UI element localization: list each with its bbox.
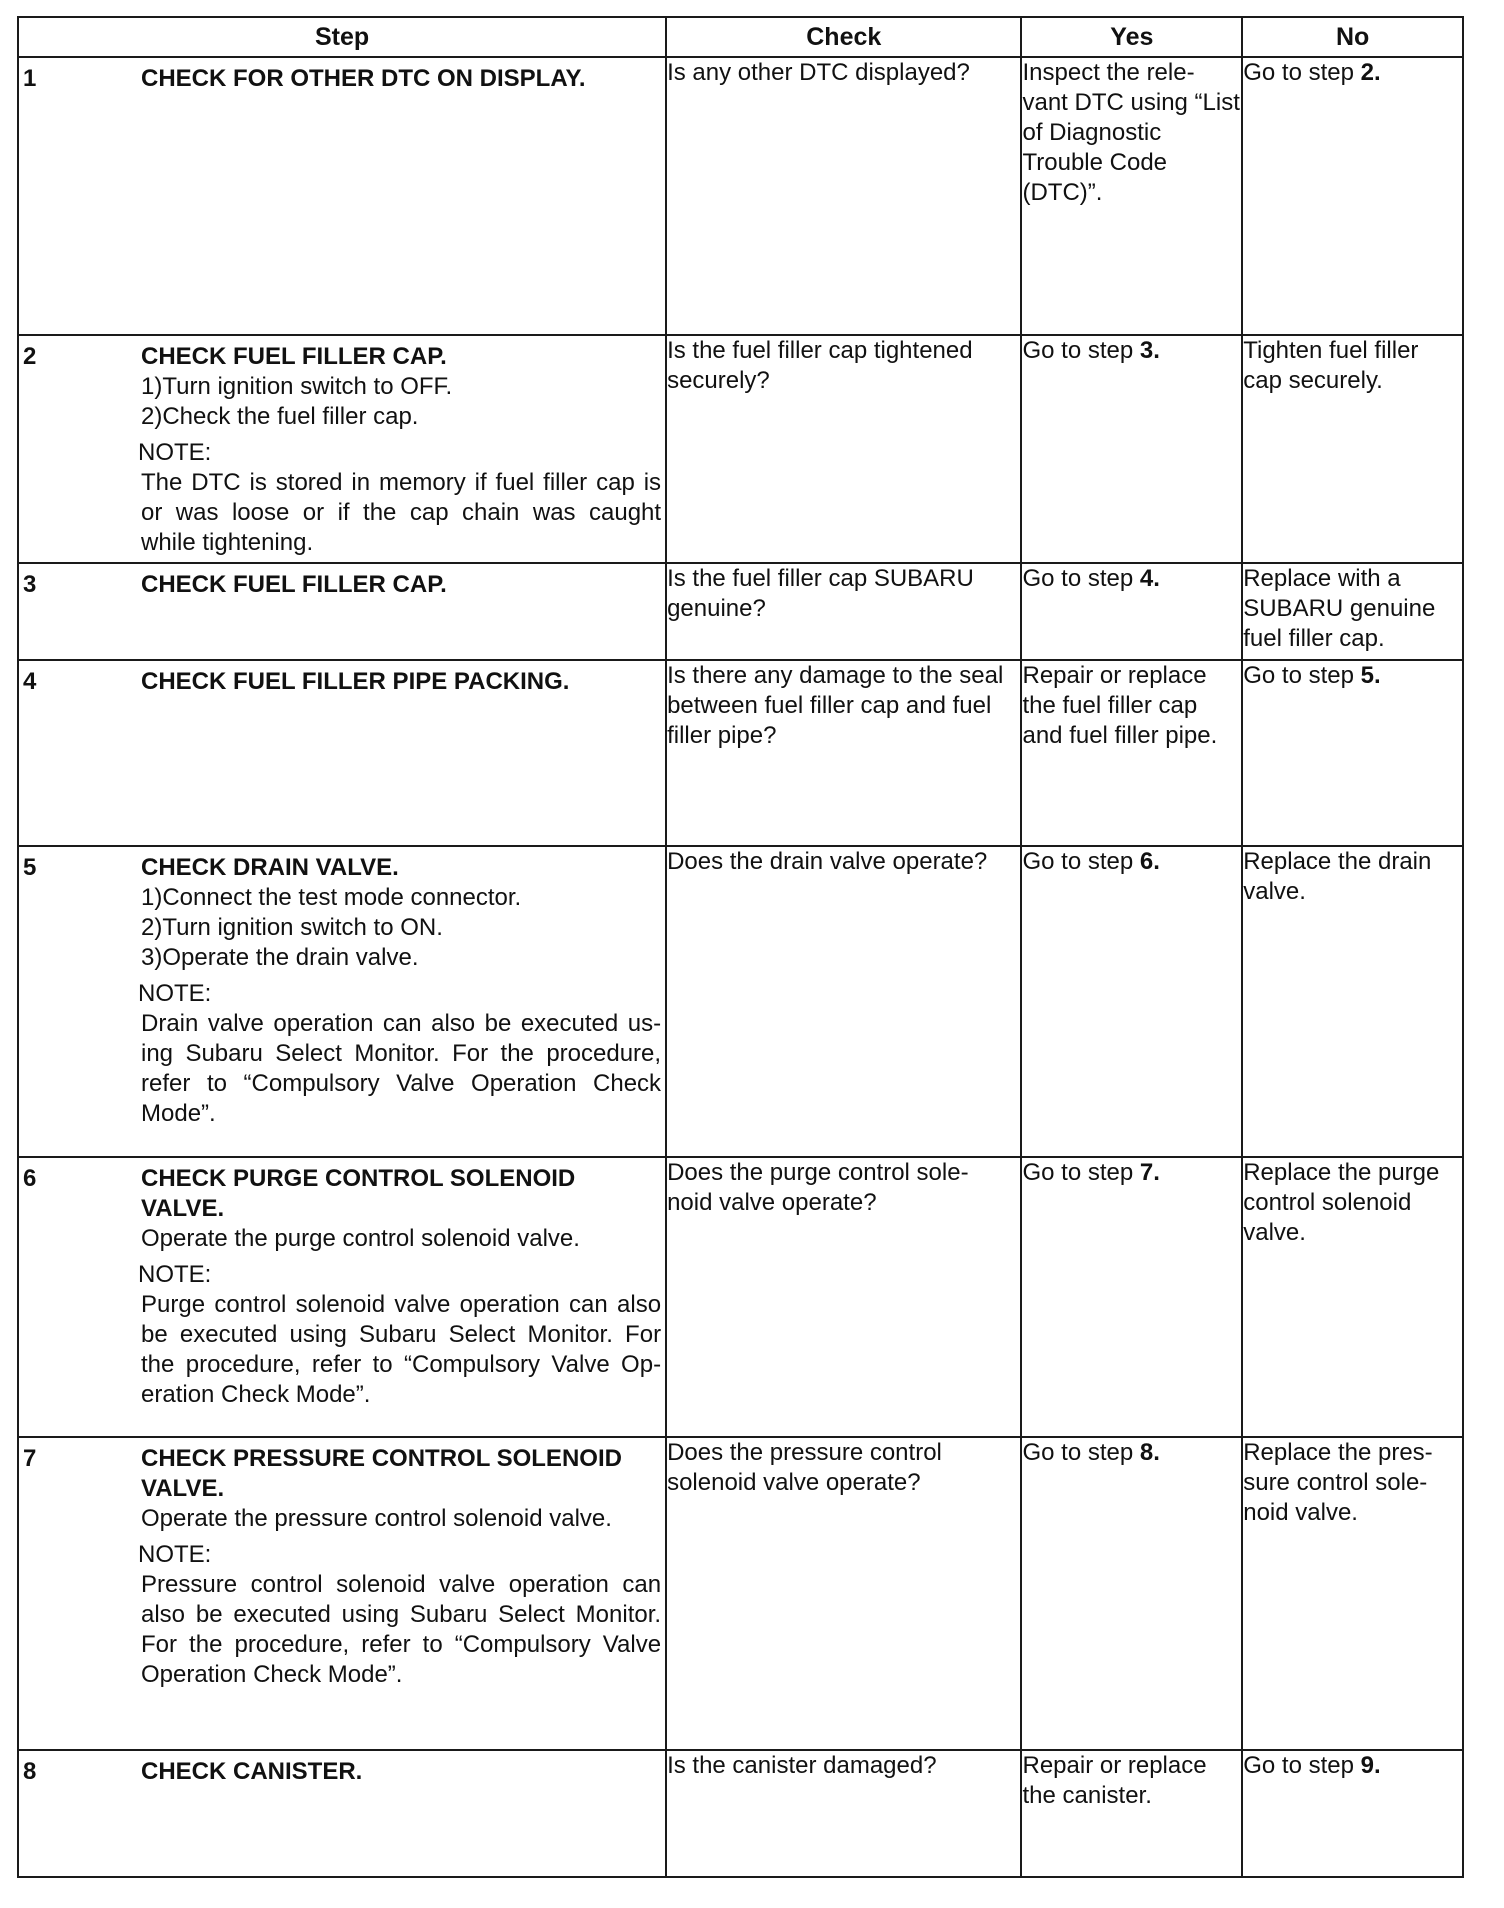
step-cell	[18, 846, 666, 1157]
yes-text: Repair or replace the canister.	[1022, 1752, 1207, 1809]
table-row	[18, 57, 1463, 335]
yes-cell	[1021, 846, 1242, 1157]
no-step-ref: 5.	[1360, 662, 1381, 689]
no-cell	[1242, 1437, 1463, 1750]
step-number: 5	[23, 854, 37, 881]
step-title: CHECK CANISTER.	[141, 1758, 363, 1785]
table-row	[18, 846, 1463, 1157]
note-text: Purge control solenoid valve operation can also be executed using Subaru Select Monitor. For the procedure, refer to “Compulsory Valve Op- eration Check Mode”.	[141, 1291, 662, 1408]
no-cell	[1242, 660, 1463, 846]
yes-cell	[1021, 1750, 1242, 1877]
no-text: Go to step	[1243, 59, 1354, 86]
yes-cell	[1021, 1157, 1242, 1437]
yes-step-ref: 3.	[1139, 337, 1160, 364]
no-text: Replace the drain valve.	[1243, 848, 1432, 905]
header-row	[18, 17, 1463, 57]
table-row	[18, 335, 1463, 563]
note-label: NOTE:	[138, 980, 212, 1007]
note-text: Drain valve operation can also be executed us- ing Subaru Select Monitor. For the procedure, refer to “Compulsory Valve Operation Check Mode”.	[141, 1010, 662, 1127]
step-instruction: 2)Check the fuel filler cap.	[141, 403, 419, 430]
table-row	[18, 563, 1463, 660]
check-cell	[666, 660, 1021, 846]
note-label: NOTE:	[138, 1261, 212, 1288]
table-row	[18, 1750, 1463, 1877]
step-body	[138, 336, 665, 562]
yes-text: Go to step	[1022, 848, 1134, 875]
step-instruction: 1)Connect the test mode connector.	[141, 884, 522, 911]
yes-step-ref: 8.	[1139, 1439, 1160, 1466]
no-step-ref: 2.	[1360, 59, 1381, 86]
check-text: Is the fuel filler cap tightened securely?	[667, 337, 973, 394]
no-cell	[1242, 335, 1463, 563]
no-cell	[1242, 563, 1463, 660]
no-cell	[1242, 846, 1463, 1157]
no-text: Tighten fuel filler cap securely.	[1243, 337, 1419, 394]
yes-text: Repair or replace the fuel filler cap and fuel filler pipe.	[1022, 662, 1218, 749]
step-body	[138, 1158, 665, 1414]
step-title: CHECK PURGE CONTROL SOLENOID VALVE.	[141, 1165, 576, 1222]
step-body	[141, 564, 665, 604]
yes-cell	[1021, 660, 1242, 846]
step-title: CHECK FUEL FILLER PIPE PACKING.	[141, 668, 570, 695]
check-text: Does the pressure control solenoid valve operate?	[667, 1439, 942, 1496]
yes-step-ref: 4.	[1139, 565, 1160, 592]
step-instruction: 3)Operate the drain valve.	[141, 944, 419, 971]
check-text: Does the purge control sole- noid valve operate?	[667, 1159, 969, 1216]
check-cell	[666, 1437, 1021, 1750]
step-instruction: Operate the purge control solenoid valve.	[141, 1225, 580, 1252]
step-title: CHECK FUEL FILLER CAP.	[141, 343, 447, 370]
step-number: 7	[23, 1445, 37, 1472]
check-cell	[666, 57, 1021, 335]
check-cell	[666, 335, 1021, 563]
note-text: Pressure control solenoid valve operation can also be executed using Subaru Select Monitor. For the procedure, refer to “Compulsory Valve Operation Check Mode”.	[141, 1571, 662, 1688]
step-body	[138, 847, 665, 1133]
step-title: CHECK FOR OTHER DTC ON DISPLAY.	[141, 65, 586, 92]
check-text: Is the canister damaged?	[667, 1752, 937, 1779]
diagnostic-table	[17, 16, 1464, 1878]
no-cell	[1242, 1157, 1463, 1437]
step-body	[138, 1438, 665, 1694]
step-number: 4	[23, 668, 37, 695]
step-body	[141, 58, 665, 98]
step-instruction: Operate the pressure control solenoid valve.	[141, 1505, 612, 1532]
step-title: CHECK DRAIN VALVE.	[141, 854, 399, 881]
check-cell	[666, 846, 1021, 1157]
header-step: Step	[18, 17, 666, 57]
step-number: 8	[23, 1758, 37, 1785]
no-cell	[1242, 57, 1463, 335]
yes-cell	[1021, 335, 1242, 563]
step-number: 2	[23, 343, 37, 370]
step-instruction: 2)Turn ignition switch to ON.	[141, 914, 443, 941]
no-cell	[1242, 1750, 1463, 1877]
check-cell	[666, 1750, 1021, 1877]
header-yes: Yes	[1021, 17, 1242, 57]
step-number: 3	[23, 571, 37, 598]
yes-text: Go to step	[1022, 337, 1134, 364]
step-cell	[18, 57, 666, 335]
step-instruction: 1)Turn ignition switch to OFF.	[141, 373, 453, 400]
check-text: Is any other DTC displayed?	[667, 59, 970, 86]
check-text: Is there any damage to the seal between fuel filler cap and fuel filler pipe?	[667, 662, 1004, 749]
step-body	[141, 661, 665, 701]
step-cell	[18, 660, 666, 846]
yes-step-ref: 6.	[1139, 848, 1160, 875]
step-cell	[18, 1437, 666, 1750]
note-text: The DTC is stored in memory if fuel filler cap is or was loose or if the cap chain was caught while tightening.	[141, 469, 662, 556]
check-text: Is the fuel filler cap SUBARU genuine?	[667, 565, 974, 622]
check-cell	[666, 1157, 1021, 1437]
no-text: Go to step	[1243, 1752, 1354, 1779]
note-label: NOTE:	[138, 1541, 212, 1568]
no-text: Replace the purge control solenoid valve.	[1243, 1159, 1440, 1246]
no-text: Replace with a SUBARU genuine fuel filler cap.	[1243, 565, 1436, 652]
no-text: Replace the pres- sure control sole- noid valve.	[1243, 1439, 1433, 1526]
yes-step-ref: 7.	[1139, 1159, 1160, 1186]
step-number: 1	[23, 65, 37, 92]
yes-text: Inspect the rele- vant DTC using “List of Diagnostic Trouble Code (DTC)”.	[1022, 59, 1240, 206]
step-cell	[18, 563, 666, 660]
yes-text: Go to step	[1022, 1439, 1134, 1466]
table-row	[18, 1157, 1463, 1437]
step-cell	[18, 335, 666, 563]
note-label: NOTE:	[138, 439, 212, 466]
yes-text: Go to step	[1022, 565, 1134, 592]
table-body	[18, 57, 1463, 1877]
no-step-ref: 9.	[1360, 1752, 1381, 1779]
step-number: 6	[23, 1165, 37, 1192]
table-row	[18, 1437, 1463, 1750]
step-cell	[18, 1157, 666, 1437]
header-check: Check	[666, 17, 1021, 57]
yes-text: Go to step	[1022, 1159, 1134, 1186]
table-row	[18, 660, 1463, 846]
header-no: No	[1242, 17, 1463, 57]
check-text: Does the drain valve operate?	[667, 848, 988, 875]
step-cell	[18, 1750, 666, 1877]
step-title: CHECK FUEL FILLER CAP.	[141, 571, 447, 598]
step-title: CHECK PRESSURE CONTROL SOLENOID VALVE.	[141, 1445, 622, 1502]
no-text: Go to step	[1243, 662, 1354, 689]
yes-cell	[1021, 57, 1242, 335]
yes-cell	[1021, 563, 1242, 660]
step-body	[141, 1751, 665, 1791]
check-cell	[666, 563, 1021, 660]
yes-cell	[1021, 1437, 1242, 1750]
